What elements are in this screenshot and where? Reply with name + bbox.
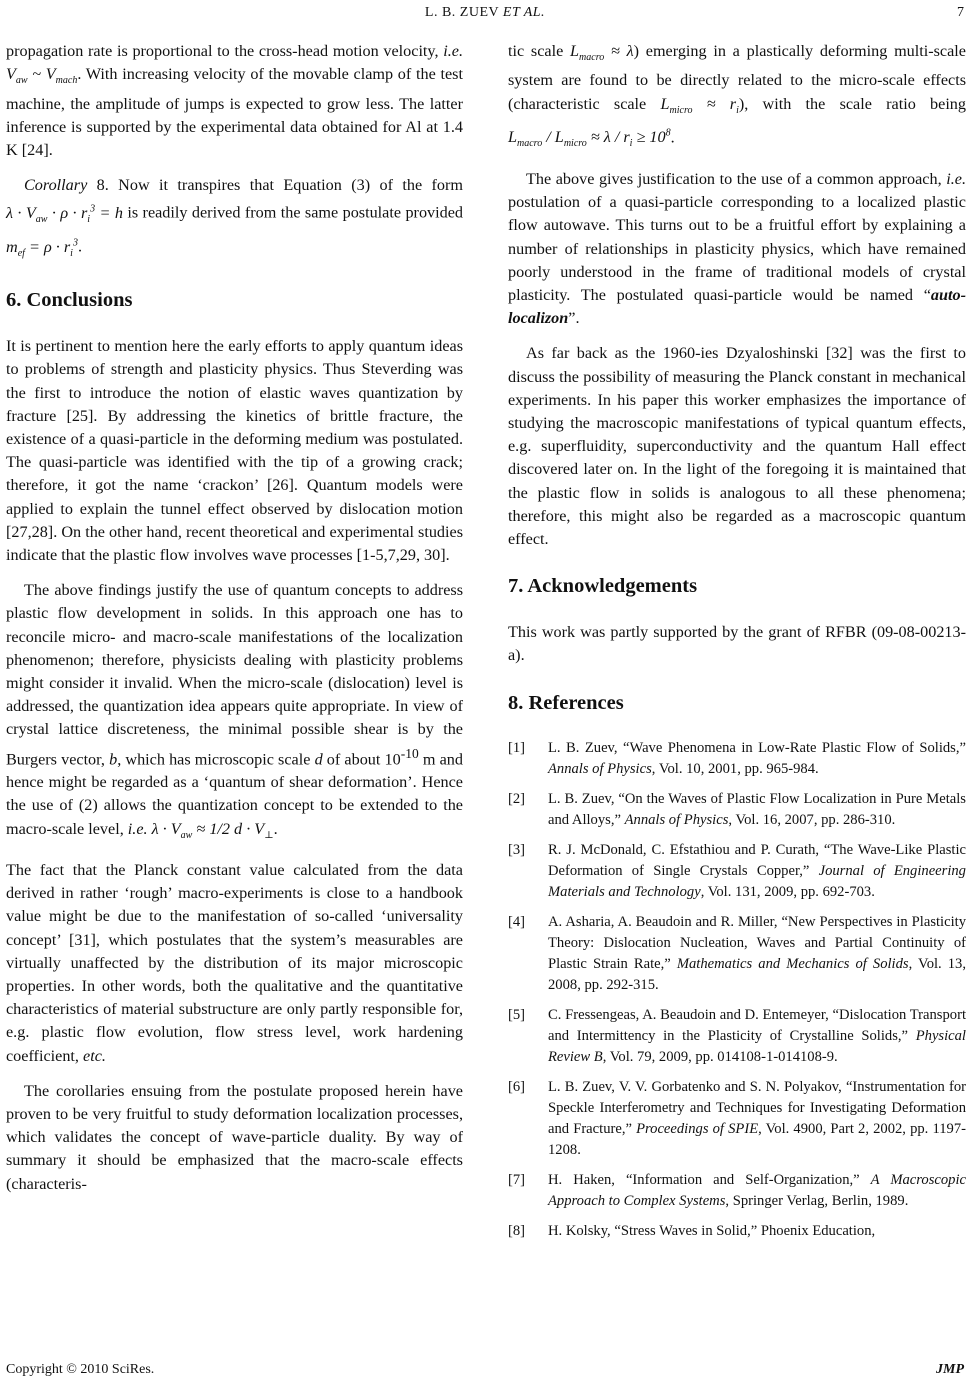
paragraph: Corollary 8. Now it transpires that Equation (3) of the form $\lambda \cdot V_{aw} \cdot \rho \cdot r_i^3 = h$ is readily derived from the same postulate provided $m_{ef} = \rho \cdot r_i^3$. — [6, 176, 463, 259]
text: propagation rate is proportional to the cross-head motion velocity, — [6, 42, 444, 60]
paragraph: The corollaries ensuing from the postulate proposed herein have proven to be very fruitful to study deformation localization processes, which validates the concept of wave-particle duality. By way of summary it should be emphasized that the macro-scale effects (characteris- — [6, 1081, 463, 1193]
paragraph — [6, 40, 463, 162]
right-column — [508, 40, 966, 1251]
running-head-authors — [0, 3, 970, 23]
equation: $m_{ef} = \rho \cdot r_i^3$ — [6, 237, 78, 259]
paragraph: This work was partly supported by the grant of RFBR (09-08-00213-a). — [508, 623, 966, 665]
auto-localizon-term: auto-localizon — [508, 285, 966, 328]
corollary-label: Corollary — [24, 176, 88, 195]
copyright-notice: Copyright © 2010 SciRes. — [6, 1362, 155, 1377]
text: . With increasing velocity of the movable clamp of the test machine, the amplitude of jumps is expected to grow less. The latter inference is supported by the experimental data obtained for Al at 1.4 K [24]. — [6, 65, 463, 160]
reference-item: [2] L. B. Zuev, “On the Waves of Plastic Flow Localization in Pure Metals and Alloys,” Annals of Physics, Vol. 16, 2007, pp. 286-310. — [508, 790, 966, 828]
paragraph: tic scale $L_{macro} \approx \lambda$) emerging in a plastically deforming multi-scale system are found to be directly related to the micro-scale effects (characteristic scale $L_{micro} \approx r_i$), with the scale ratio being $L_{macro} / L_{micro} \approx \lambda / r_i \ge 10^8$. — [508, 42, 966, 150]
journal-abbrev: JMP — [936, 1362, 964, 1377]
page-number: 7 — [957, 5, 964, 20]
equation: $L_{macro} \approx \lambda$ — [570, 42, 634, 64]
paragraph: It is pertinent to mention here the early efforts to apply quantum ideas to problems of strength and plasticity physics. Thus Steverding was the first to introduce the notion of elastic waves quantization by fracture [25]. By addressing the kinetics of brittle fracture, the existence of a quasi-particle in the deforming medium was postulated. The quasi-particle was identified with the tip of a growing crack; therefore, it got the name ‘crackon’ [26]. Quantum models were applied to explain the tunnel effect observed by dislocation motion [27,28]. On the other hand, recent theoretical and experimental studies indicate that the plastic flow involves wave processes [1-5,7,29, 30]. — [6, 337, 463, 564]
paragraph: The above findings justify the use of quantum concepts to address plastic flow development in solids. In this approach one has to reconcile micro- and macro-scale manifestations of the localization phenomenon; therefore, physicists dealing with plasticity problems might consider it invalid. When the micro-scale (dislocation) level is addressed, the quantization idea appears quite appropriate. In view of crystal lattice discreteness, the minimal possible shear is by the Burgers vector, b, which has microscopic scale d of about $10^{-10}$ m and hence might be regarded as a ‘quantum of shear deformation’. Hence the use of (2) allows the quantization concept to be extended to the macro-scale level, i.e. $\lambda \cdot V_{aw} \approx 1/2$ $d \cdot V_\perp$. — [6, 581, 463, 841]
section-heading: 7. Acknowledgements — [508, 575, 698, 598]
et-al: ET AL. — [502, 5, 546, 20]
equation: $L_{micro} \approx r_i$ — [660, 94, 739, 116]
equation: $\lambda \cdot V_{aw} \approx 1/2$ $d \cdot V_\perp$ — [151, 819, 274, 841]
reference-item: [6] L. B. Zuev, V. V. Gorbatenko and S. N. Polyakov, “Instrumentation for Speckle Interferometry and Techniques for Investigating Deformation and Fracture,” Proceedings of SPIE, Vol. 4900, Part 2, 2002, pp. 1197-1208. — [508, 1078, 966, 1158]
reference-item: [1] L. B. Zuev, “Wave Phenomena in Low-Rate Plastic Flow of Solids,” Annals of Physics, Vol. 10, 2001, pp. 965-984. — [508, 739, 966, 777]
left-column — [6, 40, 463, 1208]
section-heading: 6. Conclusions — [6, 289, 133, 312]
reference-item: [5] C. Fressengeas, A. Beaudoin and D. Entemeyer, “Dislocation Transport and Intermittency in the Plasticity of Crystalline Solids,” Physical Review B, Vol. 79, 2009, pp. 014108-1-014108-9. — [508, 1006, 966, 1065]
author-name: L. B. ZUEV — [424, 5, 499, 20]
text: is readily derived from the same postulate provided — [122, 203, 463, 222]
running-header — [0, 0, 970, 28]
text: i.e. — [443, 42, 463, 60]
equation: $V_{aw}$ ~ $V_{mach}$ — [6, 65, 78, 87]
paragraph: As far back as the 1960-ies Dzyaloshinski [32] was the first to discuss the possibility of measuring the Planck constant in mechanical experiments. In his paper this worker emphasizes the importance of studying the macroscopic manifestations of typical quantum effects, e.g. superfluidity, superconductivity and the quantum Hall effect discovered later on. In the light of the foregoing it is maintained that the plastic flow in solids is analogous to all these phenomena; therefore, this might also be regarded as a macroscopic quantum effect. — [508, 344, 966, 548]
reference-item: [3] R. J. McDonald, C. Efstathiou and P. Curath, “The Wave-Like Plastic Deformation of Single Crystals Copper,” Journal of Engineering Materials and Technology, Vol. 131, 2009, pp. 692-703. — [508, 841, 966, 900]
reference-item: [7] H. Haken, “Information and Self-Organization,” A Macroscopic Approach to Complex Systems, Springer Verlag, Berlin, 1989. — [508, 1171, 966, 1209]
section-heading: 8. References — [508, 691, 624, 714]
paragraph: The fact that the Planck constant value calculated from the data derived in rather ‘rough’ macro-experiments is close to a handbook value might be due to the manifestation of so-called ‘universality concept’ [31], which postulates that the system’s measurables are virtually unaffected by the distribution of its major microscopic properties. In other words, both the qualitative and the quantitative characteristics of material substructure are only partly responsible for, e.g. plastic flow evolution, flow stress level, work hardening coefficient, etc. — [6, 861, 463, 1065]
text: 8. Now it transpires that Equation (3) of the form — [87, 176, 463, 195]
paragraph: The above gives justification to the use of a common approach, i.e. postulation of a quasi-particle corresponding to a localized plastic flow autowave. This turns out to be a fruitful effort by explaining a number of relationships in plasticity physics, which have remained poorly understood in the frame of traditional models of crystal plasticity. The postulated quasi-particle would be named “auto-localizon”. — [508, 169, 966, 328]
reference-list — [508, 738, 966, 1242]
equation: $\lambda \cdot V_{aw} \cdot \rho \cdot r_i^3 = h$ — [6, 203, 123, 226]
reference-item: [4] A. Asharia, A. Beaudoin and R. Miller, “New Perspectives in Plasticity Theory: Dislocation Nucleation, Waves and Partial Continuity of Plastic Strain Rate,” Mathematics and Mechanics of Solids, Vol. 13, 2008, pp. 292-315. — [508, 913, 966, 993]
reference-item: [8] H. Kolsky, “Stress Waves in Solid,” Phoenix Education, — [508, 1222, 876, 1239]
equation: $L_{macro} / L_{micro} \approx \lambda / r_i \ge 10^8$ — [508, 128, 671, 150]
